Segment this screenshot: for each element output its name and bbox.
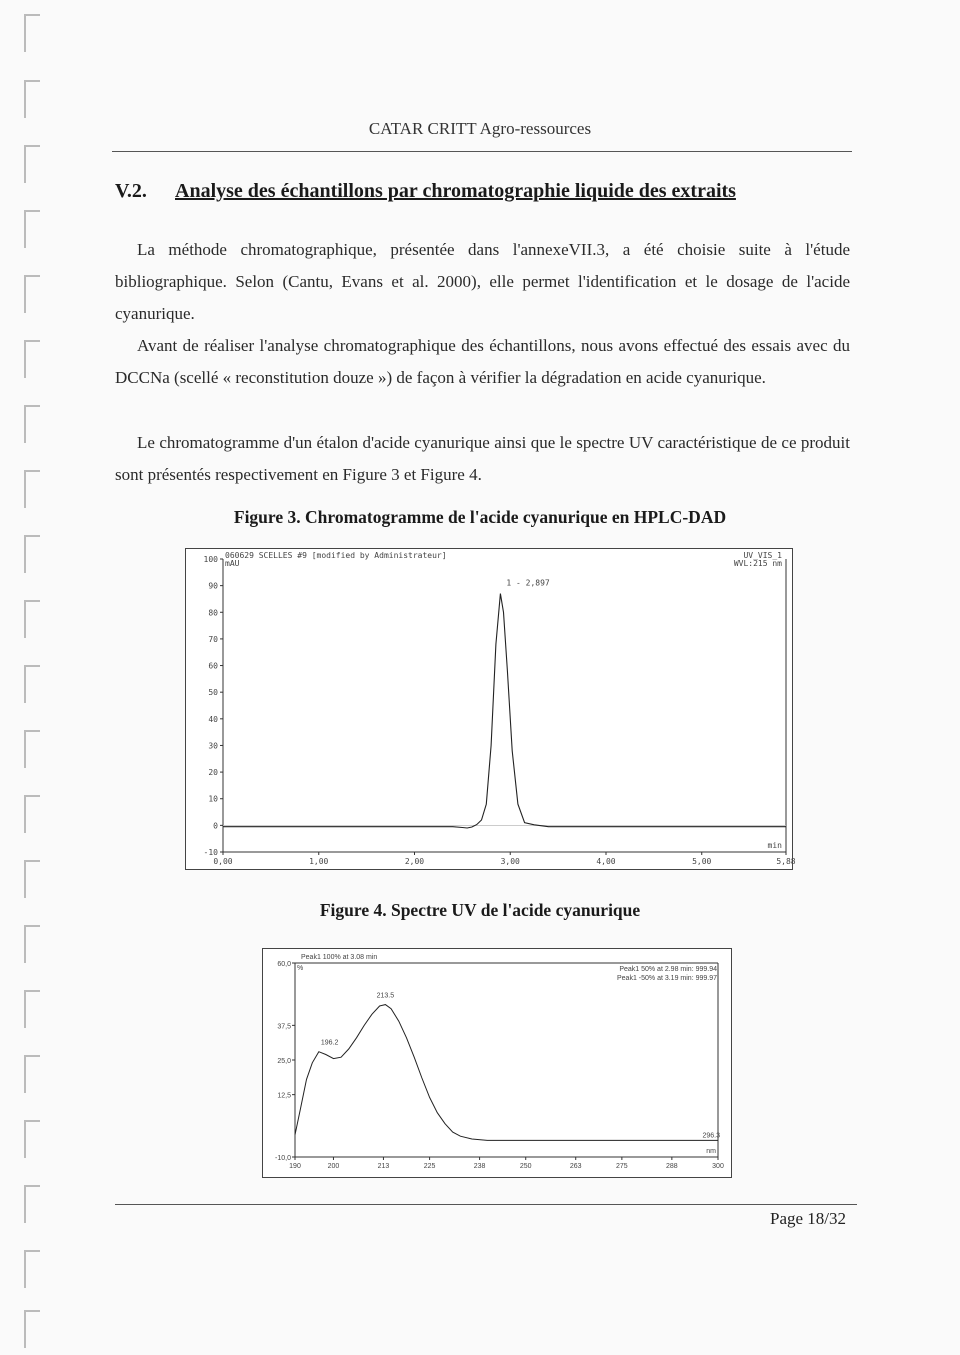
x-tick-label: 213 — [377, 1163, 390, 1170]
footer-rule — [115, 1204, 857, 1205]
legend-line-1: Peak1 50% at 2.98 min: 999.94 — [619, 966, 717, 973]
chromatogram-plot — [186, 549, 796, 869]
peak-label: 196.2 — [320, 1039, 339, 1047]
legend-title: Peak1 100% at 3.08 min — [301, 954, 378, 961]
paragraph-1 — [115, 234, 850, 330]
y-tick-label: 10 — [208, 794, 218, 804]
y-tick-label: 30 — [208, 741, 218, 751]
x-tick-label: 288 — [666, 1163, 678, 1170]
y-tick-label: 80 — [208, 608, 218, 618]
y-tick-label: 25,0 — [277, 1058, 291, 1065]
peak-label: 1 - 2,897 — [506, 578, 550, 588]
uv-spectrum-trace — [295, 1005, 718, 1141]
paragraph-2 — [115, 330, 850, 394]
uv-spectrum-plot — [263, 949, 731, 1177]
y-tick-label: 37,5 — [277, 1023, 291, 1031]
header-rule — [112, 151, 852, 152]
x-tick-label: 5,00 — [692, 857, 712, 866]
x-tick-label: 238 — [473, 1163, 486, 1170]
x-tick-label: 263 — [569, 1163, 582, 1170]
x-tick-label: 0,00 — [213, 857, 233, 866]
section-heading — [115, 180, 736, 203]
x-tick-label: 2,00 — [404, 857, 425, 866]
paragraph-3 — [115, 427, 850, 491]
y-tick-label: 60,0 — [277, 961, 291, 968]
section-number: V.2. — [115, 180, 147, 202]
y-axis-label: mAU — [225, 559, 240, 568]
y-tick-label: 0 — [213, 821, 218, 831]
x-tick-label: 275 — [616, 1163, 628, 1170]
y-tick-label: 100 — [203, 555, 218, 564]
x-tick-label: 4,00 — [596, 857, 616, 866]
x-tick-label: 300 — [712, 1163, 724, 1170]
y-tick-label: 20 — [208, 768, 218, 778]
y-tick-label: 12,5 — [277, 1092, 291, 1100]
legend-line-2: Peak1 -50% at 3.19 min: 999.97 — [616, 975, 717, 982]
y-tick-label: 50 — [208, 688, 218, 698]
figure3-caption: Figure 3. Chromatogramme de l'acide cyanurique en HPLC-DAD — [233, 507, 727, 527]
x-tick-label: 200 — [327, 1163, 340, 1170]
x-tick-label: 190 — [289, 1163, 301, 1170]
x-axis-label: min — [767, 841, 782, 850]
y-tick-label: -10,0 — [275, 1155, 291, 1162]
y-tick-label: -10 — [203, 848, 218, 857]
page-header: CATAR CRITT Agro-ressources — [368, 119, 592, 138]
y-tick-label: 60 — [208, 661, 218, 671]
peak-label: 296.3 — [702, 1132, 720, 1140]
paragraph-2-text: Avant de réaliser l'analyse chromatographique des échantillons, nous avons effectué des essais avec du DCCNa (scellé « reconstitution douze ») de façon à vérifier la dégradation en acide cyanurique. — [115, 336, 850, 387]
figure4-uv-spectrum — [262, 948, 732, 1178]
channel-label: UV_VIS_1 — [743, 551, 782, 560]
x-tick-label: 250 — [519, 1163, 532, 1170]
chart-title: 060629 SCELLES #9 [modified by Administrateur] — [225, 551, 447, 560]
section-title: Analyse des échantillons par chromatographie liquide des extraits — [175, 180, 736, 202]
y-tick-label: 40 — [208, 714, 218, 724]
y-axis-label: % — [297, 965, 304, 972]
paragraph-3-text: Le chromatogramme d'un étalon d'acide cyanurique ainsi que le spectre UV caractéristique de ce produit sont présentés respectivement en Figure 3 et Figure 4. — [115, 433, 850, 484]
figure4-caption: Figure 4. Spectre UV de l'acide cyanurique — [319, 900, 641, 920]
y-tick-label: 70 — [208, 634, 218, 644]
x-axis-label: nm — [706, 1148, 716, 1155]
paragraph-1-text: La méthode chromatographique, présentée dans l'annexeVII.3, a été choisie suite à l'étude bibliographique. Selon (Cantu, Evans et al. 2000), elle permet l'identification et le dosage de l'acide cyanurique. — [115, 240, 850, 323]
y-tick-label: 90 — [208, 581, 218, 591]
figure3-chromatogram — [185, 548, 796, 870]
wavelength-label: WVL:215 nm — [733, 559, 782, 568]
chromatogram-trace — [223, 594, 786, 828]
peak-label: 213.5 — [376, 992, 395, 1000]
x-tick-label: 3,00 — [500, 857, 520, 866]
x-tick-label: 5,88 — [776, 857, 796, 866]
page-number: Page 18/32 — [770, 1209, 847, 1228]
x-tick-label: 1,00 — [309, 857, 329, 866]
x-tick-label: 225 — [423, 1163, 436, 1170]
